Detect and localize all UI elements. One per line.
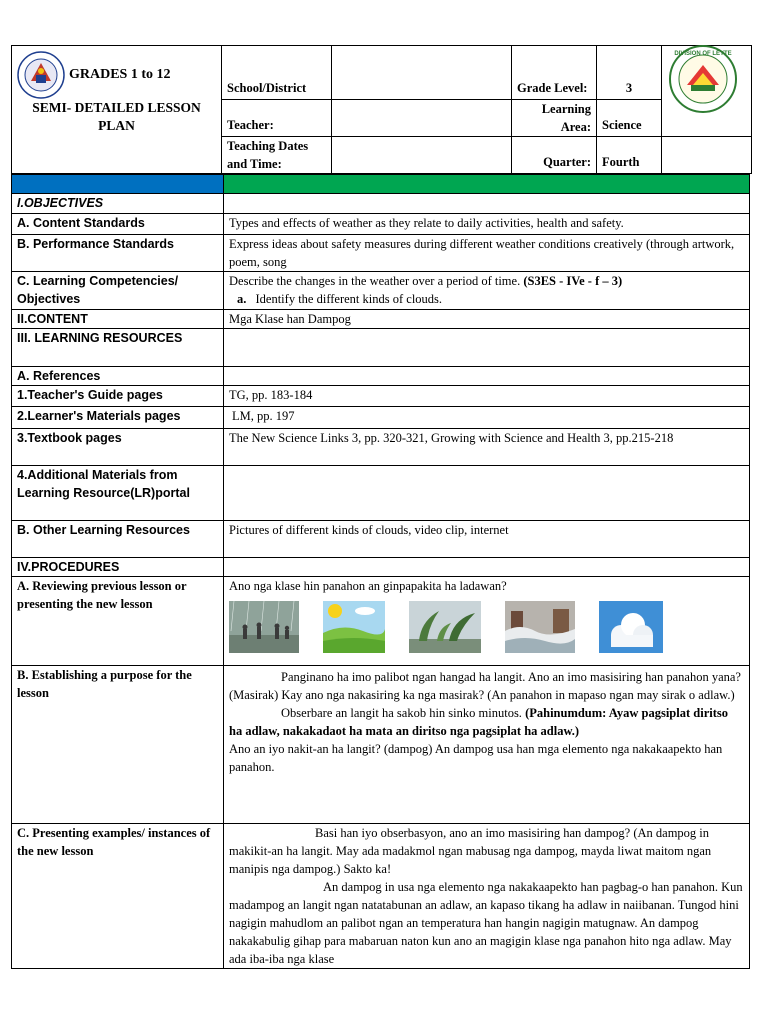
teacher-value[interactable]	[332, 99, 512, 136]
quarter-label: Quarter:	[512, 136, 597, 173]
plan-title: SEMI- DETAILED LESSON PLAN	[12, 99, 222, 173]
program-title: GRADES 1 to 12	[69, 67, 171, 82]
lm-value: LM, pp. 197	[224, 407, 750, 429]
blue-header-bar	[12, 175, 224, 194]
examples-label: C. Presenting examples/ instances of the new lesson	[12, 824, 224, 969]
content-standards-label: A. Content Standards	[12, 214, 224, 235]
empty-cell	[662, 136, 752, 173]
examples-paragraph-1: Basi han iyo obserbasyon, ano an imo masisiring han dampog? (An dampog in makikit-an ha langit. May ada madakmol ngan mabusag nga dampog, mayda liwat maitom ngan manipis nga dampog.) Sakto ka!	[229, 826, 712, 876]
rain-children-photo	[229, 601, 299, 653]
school-value[interactable]	[332, 46, 512, 100]
green-header-bar	[224, 175, 750, 194]
flood-waves-photo	[505, 601, 575, 653]
content-standards-value: Types and effects of weather as they relate to daily activities, health and safety.	[224, 214, 750, 235]
review-label: A. Reviewing previous lesson or presenting the new lesson	[12, 577, 224, 666]
school-label: School/District	[222, 46, 332, 100]
lm-label: 2.Learner's Materials pages	[12, 407, 224, 429]
additional-label: 4.Additional Materials from Learning Resource(LR)portal	[12, 466, 224, 521]
dates-value[interactable]	[332, 136, 512, 173]
grade-label: Grade Level:	[512, 46, 597, 100]
teacher-label: Teacher:	[222, 99, 332, 136]
program-cell	[12, 46, 222, 100]
other-resources-value: Pictures of different kinds of clouds, video clip, internet	[224, 521, 750, 558]
review-cell	[224, 577, 750, 666]
quarter-value: Fourth	[597, 136, 662, 173]
competencies-label: C. Learning Competencies/ Objectives	[12, 272, 224, 310]
competency-a: Identify the different kinds of clouds.	[255, 292, 443, 306]
deped-seal-icon	[17, 51, 65, 99]
examples-paragraph-2: An dampog in usa nga elemento nga nakakaapekto han pagbag-o han panahon. Kun madampog an langit ngan natatabunan an adlaw, an kapaso tikang ha adlaw in naiibanan. Tungod hini nagigin mahudlom an palibot ngan an temperatura han hangin nagigin matugnaw. An dampog nakakabulig gihap para mabaruan naton kun ano an magigin klase nga panahon hito nga adlaw. May ada iba-iba nga klase	[229, 880, 743, 966]
purpose-paragraph-1: Panginano ha imo palibot ngan hangad ha langit. Ano an imo masisiring han panahon yana? (Masirak) Kay ano nga nakasiring ka nga masirak? (An panahon in mapaso ngan may sirak o adlaw.)	[229, 670, 741, 702]
performance-value: Express ideas about safety measures during different weather conditions creatively (through artwork, poem, song	[224, 235, 750, 272]
purpose-cell	[224, 666, 750, 824]
resources-label: III. LEARNING RESOURCES	[12, 329, 224, 367]
division-logo-cell	[662, 46, 752, 137]
procedures-label: IV.PROCEDURES	[12, 558, 224, 577]
tg-value: TG, pp. 183-184	[224, 386, 750, 407]
performance-label: B. Performance Standards	[12, 235, 224, 272]
textbook-value: The New Science Links 3, pp. 320-321, Growing with Science and Health 3, pp.215-218	[224, 429, 750, 466]
tg-label: 1.Teacher's Guide pages	[12, 386, 224, 407]
purpose-label: B. Establishing a purpose for the lesson	[12, 666, 224, 824]
competencies-value: Describe the changes in the weather over a period of time. (S3ES - IVe - f – 3) a. Identify the different kinds of clouds.	[224, 272, 750, 310]
weather-pictures	[229, 601, 744, 653]
textbook-label: 3.Textbook pages	[12, 429, 224, 466]
objectives-heading: I.OBJECTIVES	[12, 194, 224, 214]
examples-cell	[224, 824, 750, 969]
content-value: Mga Klase han Dampog	[224, 310, 750, 329]
area-value: Science	[597, 99, 662, 136]
svg-text:DIVISION OF LEYTE: DIVISION OF LEYTE	[674, 51, 732, 57]
storm-trees-photo	[409, 601, 481, 653]
sunny-field-picture	[323, 601, 385, 653]
other-resources-label: B. Other Learning Resources	[12, 521, 224, 558]
references-label: A. References	[12, 367, 224, 386]
dates-label: Teaching Dates and Time:	[222, 136, 332, 173]
competency-code: (S3ES - IVe - f – 3)	[523, 274, 623, 288]
review-question: Ano nga klase hin panahon an ginpapakita ha ladawan?	[229, 579, 507, 593]
area-label: Learning Area:	[512, 99, 597, 136]
header-table	[11, 45, 752, 174]
purpose-paragraph-3: Ano an iyo nakit-an ha langit? (dampog) An dampog usa han mga elemento nga nakakaapekto han panahon.	[229, 742, 723, 774]
content-label: II.CONTENT	[12, 310, 224, 329]
lesson-table	[11, 174, 750, 969]
cumulus-cloud-photo	[599, 601, 663, 653]
division-leyte-seal-icon	[665, 45, 745, 125]
grade-value: 3	[597, 46, 662, 100]
purpose-paragraph-2: Obserbare an langit ha sakob hin sinko minutos. (Pahinumdum: Ayaw pagsiplat diritso ha adlaw, nakakadaot ha mata an diritso nga pagsiplat ha adlaw.)	[229, 706, 728, 738]
